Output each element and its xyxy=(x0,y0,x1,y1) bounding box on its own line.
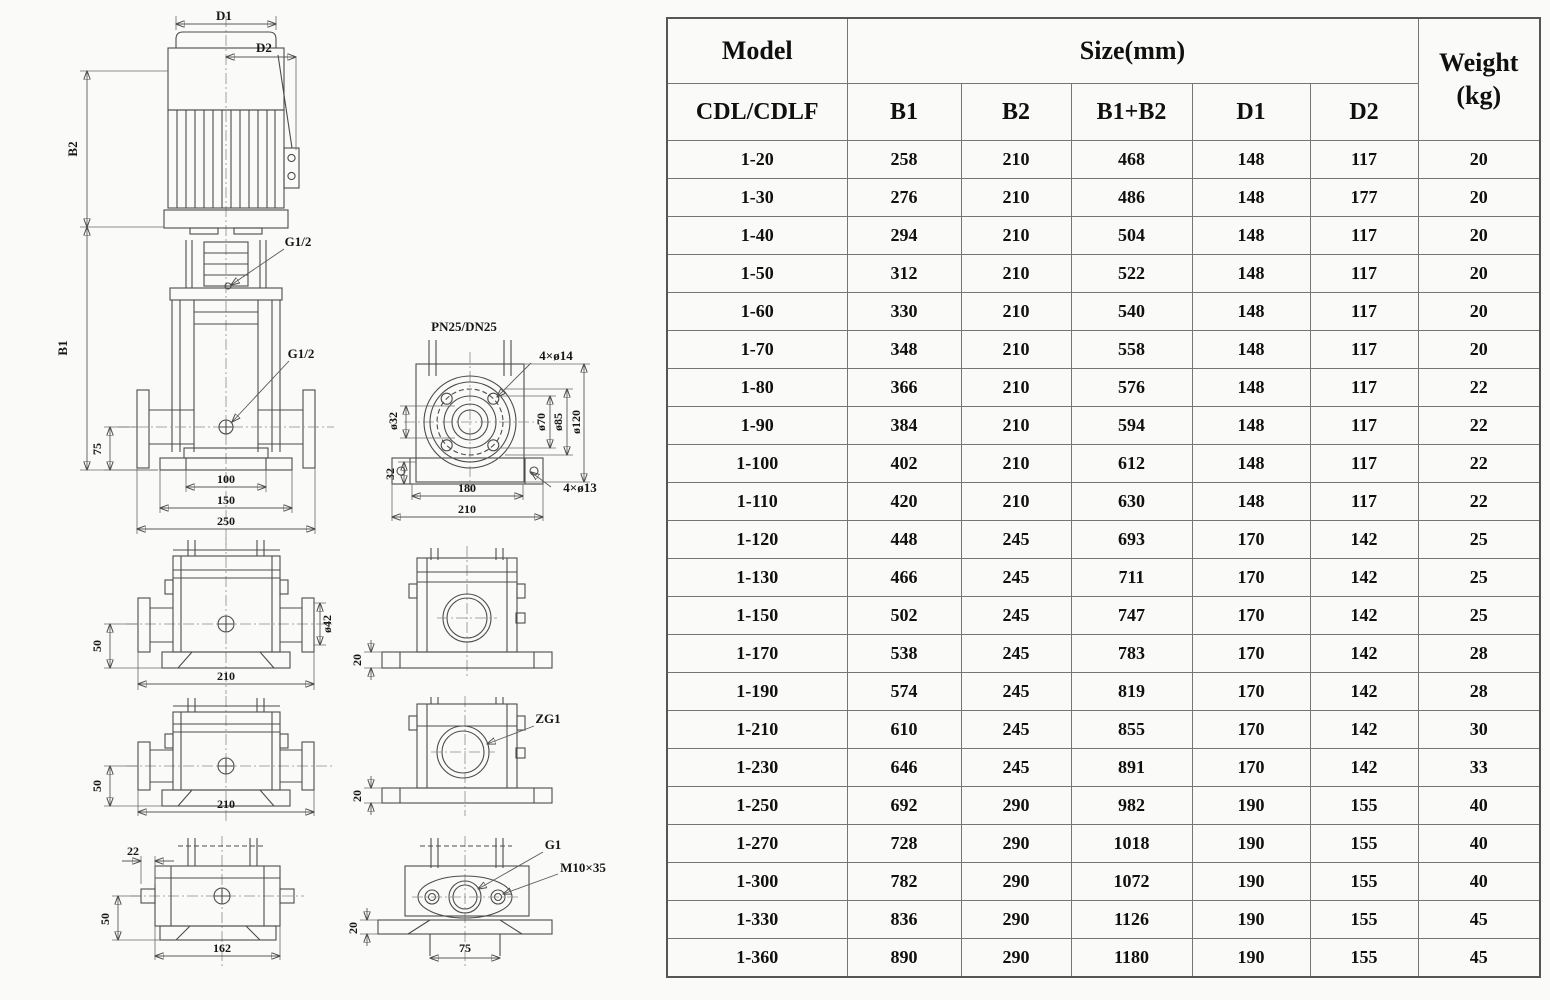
cell-model: 1-150 xyxy=(667,597,847,635)
cell-b1: 890 xyxy=(847,939,961,978)
cell-b2: 245 xyxy=(961,597,1071,635)
header-model: Model xyxy=(667,18,847,84)
cell-b1: 646 xyxy=(847,749,961,787)
cell-d2: 117 xyxy=(1310,445,1418,483)
cell-model: 1-270 xyxy=(667,825,847,863)
cell-model: 1-40 xyxy=(667,217,847,255)
table-row xyxy=(667,293,1540,331)
cell-b1: 728 xyxy=(847,825,961,863)
cell-b2: 210 xyxy=(961,407,1071,445)
cell-b1b2: 612 xyxy=(1071,445,1192,483)
table-row xyxy=(667,483,1540,521)
dim-100: 100 xyxy=(217,472,235,486)
cell-weight: 20 xyxy=(1418,331,1540,369)
cell-model: 1-120 xyxy=(667,521,847,559)
cell-d1: 170 xyxy=(1192,673,1310,711)
cell-b1: 448 xyxy=(847,521,961,559)
cell-b1b2: 504 xyxy=(1071,217,1192,255)
cell-model: 1-80 xyxy=(667,369,847,407)
cell-model: 1-170 xyxy=(667,635,847,673)
cell-weight: 45 xyxy=(1418,939,1540,978)
cell-b2: 210 xyxy=(961,179,1071,217)
label-base-holes: 4×ø13 xyxy=(563,480,597,495)
cell-b1: 420 xyxy=(847,483,961,521)
cell-d1: 148 xyxy=(1192,255,1310,293)
pump-dimension-drawing xyxy=(0,0,660,1000)
header-d2: D2 xyxy=(1310,84,1418,141)
cell-weight: 40 xyxy=(1418,825,1540,863)
cell-model: 1-330 xyxy=(667,901,847,939)
cell-model: 1-210 xyxy=(667,711,847,749)
table-row xyxy=(667,141,1540,179)
cell-d1: 148 xyxy=(1192,407,1310,445)
cell-d2: 155 xyxy=(1310,901,1418,939)
cell-weight: 20 xyxy=(1418,141,1540,179)
cell-b1b2: 693 xyxy=(1071,521,1192,559)
cell-b1: 312 xyxy=(847,255,961,293)
cell-weight: 40 xyxy=(1418,787,1540,825)
dim-50-v3: 50 xyxy=(98,913,112,925)
dim-dia120: ø120 xyxy=(569,410,583,434)
label-g1: G1 xyxy=(544,837,562,852)
table-row xyxy=(667,749,1540,787)
cell-b1: 574 xyxy=(847,673,961,711)
dim-50-v2: 50 xyxy=(90,780,104,792)
cell-b1b2: 855 xyxy=(1071,711,1192,749)
side-view-3 xyxy=(98,836,304,966)
dim-32: 32 xyxy=(383,468,397,480)
table-row xyxy=(667,939,1540,978)
cell-weight: 20 xyxy=(1418,293,1540,331)
cell-b2: 245 xyxy=(961,749,1071,787)
cell-d2: 155 xyxy=(1310,825,1418,863)
dim-dia70: ø70 xyxy=(534,413,548,431)
cell-d1: 190 xyxy=(1192,901,1310,939)
cell-b1b2: 711 xyxy=(1071,559,1192,597)
cell-b1b2: 891 xyxy=(1071,749,1192,787)
cell-d2: 117 xyxy=(1310,255,1418,293)
cell-b1: 466 xyxy=(847,559,961,597)
cell-b1b2: 594 xyxy=(1071,407,1192,445)
cell-model: 1-50 xyxy=(667,255,847,293)
cell-d2: 117 xyxy=(1310,331,1418,369)
table-row xyxy=(667,825,1540,863)
cell-d1: 170 xyxy=(1192,711,1310,749)
dim-dia32: ø32 xyxy=(386,412,400,430)
table-row xyxy=(667,635,1540,673)
cell-d1: 148 xyxy=(1192,483,1310,521)
cell-d2: 142 xyxy=(1310,673,1418,711)
cell-b1b2: 783 xyxy=(1071,635,1192,673)
cell-d2: 117 xyxy=(1310,407,1418,445)
table-row xyxy=(667,179,1540,217)
dim-20-p3: 20 xyxy=(346,922,360,934)
table-row xyxy=(667,217,1540,255)
cell-b1: 692 xyxy=(847,787,961,825)
header-b2: B2 xyxy=(961,84,1071,141)
dim-b2: B2 xyxy=(65,141,80,157)
dim-dia42: ø42 xyxy=(320,615,334,633)
header-b1: B1 xyxy=(847,84,961,141)
cell-b2: 290 xyxy=(961,825,1071,863)
cell-b2: 210 xyxy=(961,141,1071,179)
header-d1: D1 xyxy=(1192,84,1310,141)
spec-table xyxy=(666,17,1541,978)
cell-d1: 148 xyxy=(1192,179,1310,217)
cell-d1: 190 xyxy=(1192,939,1310,978)
dim-d1: D1 xyxy=(216,8,232,23)
table-row xyxy=(667,863,1540,901)
dim-150: 150 xyxy=(217,493,235,507)
cell-d1: 190 xyxy=(1192,825,1310,863)
label-g12-port: G1/2 xyxy=(287,346,315,361)
cell-d2: 177 xyxy=(1310,179,1418,217)
dim-50-v1: 50 xyxy=(90,640,104,652)
cell-b2: 290 xyxy=(961,901,1071,939)
port-view-2 xyxy=(350,696,561,816)
cell-d1: 170 xyxy=(1192,559,1310,597)
table-header xyxy=(667,18,1540,141)
cell-b1: 366 xyxy=(847,369,961,407)
cell-model: 1-100 xyxy=(667,445,847,483)
cell-d1: 170 xyxy=(1192,597,1310,635)
cell-b1: 348 xyxy=(847,331,961,369)
cell-b2: 290 xyxy=(961,939,1071,978)
cell-weight: 22 xyxy=(1418,369,1540,407)
header-weight xyxy=(1418,18,1540,141)
cell-model: 1-20 xyxy=(667,141,847,179)
cell-weight: 20 xyxy=(1418,179,1540,217)
cell-model: 1-30 xyxy=(667,179,847,217)
cell-b1: 294 xyxy=(847,217,961,255)
port-view-1 xyxy=(350,546,552,680)
cell-model: 1-230 xyxy=(667,749,847,787)
cell-d1: 148 xyxy=(1192,445,1310,483)
cell-b2: 290 xyxy=(961,863,1071,901)
dim-75-p3: 75 xyxy=(459,941,471,955)
dim-210-v1: 210 xyxy=(217,669,235,683)
cell-b1: 836 xyxy=(847,901,961,939)
table-row xyxy=(667,597,1540,635)
dim-180: 180 xyxy=(458,481,476,495)
dim-75: 75 xyxy=(90,443,104,455)
cell-b1b2: 1018 xyxy=(1071,825,1192,863)
side-view-1 xyxy=(90,538,334,694)
cell-d2: 117 xyxy=(1310,369,1418,407)
port-view-3 xyxy=(346,836,606,968)
cell-b2: 210 xyxy=(961,331,1071,369)
cell-model: 1-70 xyxy=(667,331,847,369)
cell-model: 1-360 xyxy=(667,939,847,978)
cell-weight: 20 xyxy=(1418,255,1540,293)
cell-d1: 148 xyxy=(1192,141,1310,179)
cell-d2: 155 xyxy=(1310,863,1418,901)
cell-d1: 170 xyxy=(1192,749,1310,787)
cell-b1: 782 xyxy=(847,863,961,901)
cell-model: 1-250 xyxy=(667,787,847,825)
cell-weight: 40 xyxy=(1418,863,1540,901)
cell-d2: 142 xyxy=(1310,559,1418,597)
cell-d1: 170 xyxy=(1192,521,1310,559)
cell-b2: 210 xyxy=(961,293,1071,331)
cell-b1: 330 xyxy=(847,293,961,331)
cell-b2: 245 xyxy=(961,559,1071,597)
cell-d2: 117 xyxy=(1310,217,1418,255)
cell-weight: 20 xyxy=(1418,217,1540,255)
cell-b2: 290 xyxy=(961,787,1071,825)
cell-model: 1-130 xyxy=(667,559,847,597)
cell-model: 1-300 xyxy=(667,863,847,901)
dim-20-p2: 20 xyxy=(350,790,364,802)
cell-weight: 25 xyxy=(1418,597,1540,635)
cell-b1: 384 xyxy=(847,407,961,445)
front-view xyxy=(55,8,334,545)
dim-d2: D2 xyxy=(256,40,272,55)
cell-d2: 142 xyxy=(1310,521,1418,559)
header-weight-line2: (kg) xyxy=(1456,80,1502,110)
cell-model: 1-110 xyxy=(667,483,847,521)
dim-22: 22 xyxy=(127,844,139,858)
cell-b1b2: 486 xyxy=(1071,179,1192,217)
cell-d1: 190 xyxy=(1192,787,1310,825)
label-flange-rating: PN25/DN25 xyxy=(431,319,497,334)
table-row xyxy=(667,711,1540,749)
cell-b1: 538 xyxy=(847,635,961,673)
cell-weight: 30 xyxy=(1418,711,1540,749)
cell-b2: 245 xyxy=(961,711,1071,749)
cell-model: 1-60 xyxy=(667,293,847,331)
cell-d2: 117 xyxy=(1310,141,1418,179)
cell-weight: 45 xyxy=(1418,901,1540,939)
cell-d2: 142 xyxy=(1310,597,1418,635)
label-m10x35: M10×35 xyxy=(560,860,606,875)
cell-b2: 210 xyxy=(961,255,1071,293)
table-row xyxy=(667,255,1540,293)
label-zg1: ZG1 xyxy=(535,711,561,726)
cell-b2: 210 xyxy=(961,445,1071,483)
header-size-group: Size(mm) xyxy=(847,18,1418,84)
table-row xyxy=(667,673,1540,711)
cell-b1: 610 xyxy=(847,711,961,749)
cell-d2: 117 xyxy=(1310,483,1418,521)
cell-weight: 28 xyxy=(1418,635,1540,673)
cell-weight: 25 xyxy=(1418,521,1540,559)
table-row xyxy=(667,787,1540,825)
cell-b1b2: 747 xyxy=(1071,597,1192,635)
cell-weight: 22 xyxy=(1418,407,1540,445)
side-view-2 xyxy=(90,696,332,822)
cell-d2: 142 xyxy=(1310,635,1418,673)
dimension-table xyxy=(666,17,1539,969)
cell-b1b2: 558 xyxy=(1071,331,1192,369)
cell-b1b2: 982 xyxy=(1071,787,1192,825)
cell-b1: 258 xyxy=(847,141,961,179)
header-b1b2: B1+B2 xyxy=(1071,84,1192,141)
dim-b1: B1 xyxy=(55,340,70,356)
cell-b2: 210 xyxy=(961,217,1071,255)
cell-b2: 245 xyxy=(961,673,1071,711)
cell-d1: 190 xyxy=(1192,863,1310,901)
cell-d2: 142 xyxy=(1310,749,1418,787)
cell-b1b2: 1072 xyxy=(1071,863,1192,901)
cell-d2: 155 xyxy=(1310,787,1418,825)
cell-b2: 245 xyxy=(961,521,1071,559)
cell-d1: 148 xyxy=(1192,331,1310,369)
table-row xyxy=(667,407,1540,445)
header-model-sub: CDL/CDLF xyxy=(667,84,847,141)
cell-d1: 148 xyxy=(1192,293,1310,331)
cell-model: 1-90 xyxy=(667,407,847,445)
dim-250: 250 xyxy=(217,514,235,528)
dim-210-v2: 210 xyxy=(217,797,235,811)
label-flange-holes: 4×ø14 xyxy=(539,348,573,363)
cell-b1b2: 1126 xyxy=(1071,901,1192,939)
cell-b1: 402 xyxy=(847,445,961,483)
cell-d2: 117 xyxy=(1310,293,1418,331)
label-g12-coupling: G1/2 xyxy=(284,234,312,249)
table-row xyxy=(667,369,1540,407)
cell-d1: 148 xyxy=(1192,217,1310,255)
cell-weight: 22 xyxy=(1418,445,1540,483)
cell-b1b2: 819 xyxy=(1071,673,1192,711)
table-row xyxy=(667,521,1540,559)
cell-d2: 155 xyxy=(1310,939,1418,978)
cell-d2: 142 xyxy=(1310,711,1418,749)
cell-b2: 210 xyxy=(961,369,1071,407)
table-row xyxy=(667,559,1540,597)
cell-b2: 245 xyxy=(961,635,1071,673)
cell-b1b2: 468 xyxy=(1071,141,1192,179)
table-row xyxy=(667,445,1540,483)
cell-weight: 25 xyxy=(1418,559,1540,597)
dim-20-p1: 20 xyxy=(350,654,364,666)
cell-b1b2: 540 xyxy=(1071,293,1192,331)
cell-model: 1-190 xyxy=(667,673,847,711)
cell-weight: 22 xyxy=(1418,483,1540,521)
cell-b1: 502 xyxy=(847,597,961,635)
cell-b1b2: 522 xyxy=(1071,255,1192,293)
spec-table-body xyxy=(667,141,1540,978)
cell-b1b2: 630 xyxy=(1071,483,1192,521)
dim-dia85: ø85 xyxy=(551,413,565,431)
cell-d1: 148 xyxy=(1192,369,1310,407)
header-weight-line1: Weight xyxy=(1439,48,1519,77)
cell-weight: 28 xyxy=(1418,673,1540,711)
cell-d1: 170 xyxy=(1192,635,1310,673)
flange-top-view xyxy=(383,319,597,521)
cell-b1b2: 1180 xyxy=(1071,939,1192,978)
cell-b1: 276 xyxy=(847,179,961,217)
cell-b2: 210 xyxy=(961,483,1071,521)
table-row xyxy=(667,331,1540,369)
cell-weight: 33 xyxy=(1418,749,1540,787)
dim-210-flange: 210 xyxy=(458,502,476,516)
cell-b1b2: 576 xyxy=(1071,369,1192,407)
dim-162: 162 xyxy=(213,941,231,955)
table-row xyxy=(667,901,1540,939)
